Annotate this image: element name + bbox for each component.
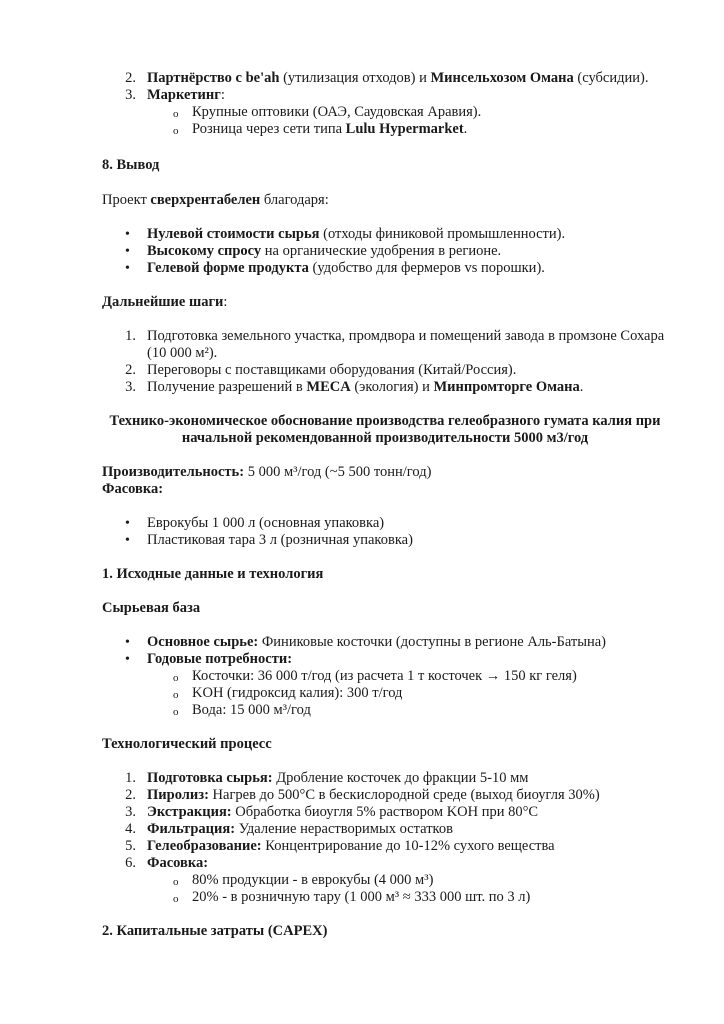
list-item: Переговоры с поставщиками оборудования (Китай/Россия). [147, 362, 517, 378]
bullet-icon: • [125, 227, 130, 242]
subheading: Дальнейшие шаги: [102, 294, 228, 310]
bullet-icon: • [125, 635, 130, 650]
list-number: 2. [125, 70, 136, 86]
list-item: Фасовка: [147, 855, 209, 871]
packaging-label: Фасовка: [102, 481, 164, 497]
circle-bullet-icon: o [173, 125, 179, 137]
list-item: Розница через сети типа Lulu Hypermarket. [192, 121, 468, 137]
list-number: 4. [125, 821, 136, 837]
list-item: Подготовка сырья: Дробление косточек до фракции 5-10 мм [147, 770, 529, 786]
list-item: 80% продукции - в еврокубы (4 000 м³) [192, 872, 434, 888]
capacity-line: Производительность: 5 000 м³/год (~5 500 тонн/год) [102, 464, 432, 480]
list-item: Гелевой форме продукта (удобство для фермеров vs порошки). [147, 260, 545, 276]
list-item: Вода: 15 000 м³/год [192, 702, 311, 718]
section-heading: 1. Исходные данные и технология [102, 566, 324, 582]
list-item: Основное сырье: Финиковые косточки (доступны в регионе Аль-Батына) [147, 634, 606, 650]
list-item: Подготовка земельного участка, промдвора и помещений завода в промзоне Сохара [147, 328, 665, 344]
bullet-icon: • [125, 261, 130, 276]
list-item: Фильтрация: Удаление нерастворимых остатков [147, 821, 453, 837]
list-item: Крупные оптовики (ОАЭ, Саудовская Аравия). [192, 104, 482, 120]
list-number: 1. [125, 770, 136, 786]
list-item: 20% - в розничную тару (1 000 м³ ≈ 333 000 шт. по 3 л) [192, 889, 531, 905]
list-item: Нулевой стоимости сырья (отходы финиковой промышленности). [147, 226, 566, 242]
circle-bullet-icon: o [173, 706, 179, 718]
circle-bullet-icon: o [173, 689, 179, 701]
bullet-icon: • [125, 244, 130, 259]
bullet-icon: • [125, 652, 130, 667]
list-number: 2. [125, 362, 136, 378]
list-item: Еврокубы 1 000 л (основная упаковка) [147, 515, 385, 531]
subheading: Сырьевая база [102, 600, 201, 616]
list-number: 1. [125, 328, 136, 344]
bullet-icon: • [125, 516, 130, 531]
list-item: Годовые потребности: [147, 651, 293, 667]
list-item: KOH (гидроксид калия): 300 т/год [192, 685, 403, 701]
paragraph: Проект сверхрентабелен благодаря: [102, 192, 329, 208]
list-item: Косточки: 36 000 т/год (из расчета 1 т косточек → 150 кг геля) [192, 668, 577, 684]
list-item: Пиролиз: Нагрев до 500°C в бескислородной среде (выход биоугля 30%) [147, 787, 600, 803]
circle-bullet-icon: o [173, 876, 179, 888]
list-item: Получение разрешений в MECA (экология) и Минпромторге Омана. [147, 379, 584, 395]
list-item-continuation: (10 000 м²). [147, 345, 218, 361]
circle-bullet-icon: o [173, 108, 179, 120]
circle-bullet-icon: o [173, 893, 179, 905]
list-number: 2. [125, 787, 136, 803]
list-item: Гелеобразование: Концентрирование до 10-12% сухого вещества [147, 838, 555, 854]
list-item: Партнёрство с be'ah (утилизация отходов) и Минсельхозом Омана (субсидии). [147, 70, 649, 86]
section-heading: 8. Вывод [102, 157, 160, 173]
subheading: Технологический процесс [102, 736, 272, 752]
list-item: Пластиковая тара 3 л (розничная упаковка) [147, 532, 413, 548]
list-number: 3. [125, 804, 136, 820]
list-item: Высокому спросу на органические удобрения в регионе. [147, 243, 502, 259]
section-heading: 2. Капитальные затраты (CAPEX) [102, 923, 328, 939]
circle-bullet-icon: o [173, 672, 179, 684]
list-item: Маркетинг: [147, 87, 225, 103]
document-title-line2: начальной рекомендованной производительности 5000 м3/год [181, 430, 589, 446]
document-title-line1: Технико-экономическое обоснование производства гелеобразного гумата калия при [109, 413, 661, 429]
list-item: Экстракция: Обработка биоугля 5% раствором KOH при 80°C [147, 804, 539, 820]
list-number: 3. [125, 87, 136, 103]
list-number: 3. [125, 379, 136, 395]
bullet-icon: • [125, 533, 130, 548]
list-number: 6. [125, 855, 136, 871]
list-number: 5. [125, 838, 136, 854]
